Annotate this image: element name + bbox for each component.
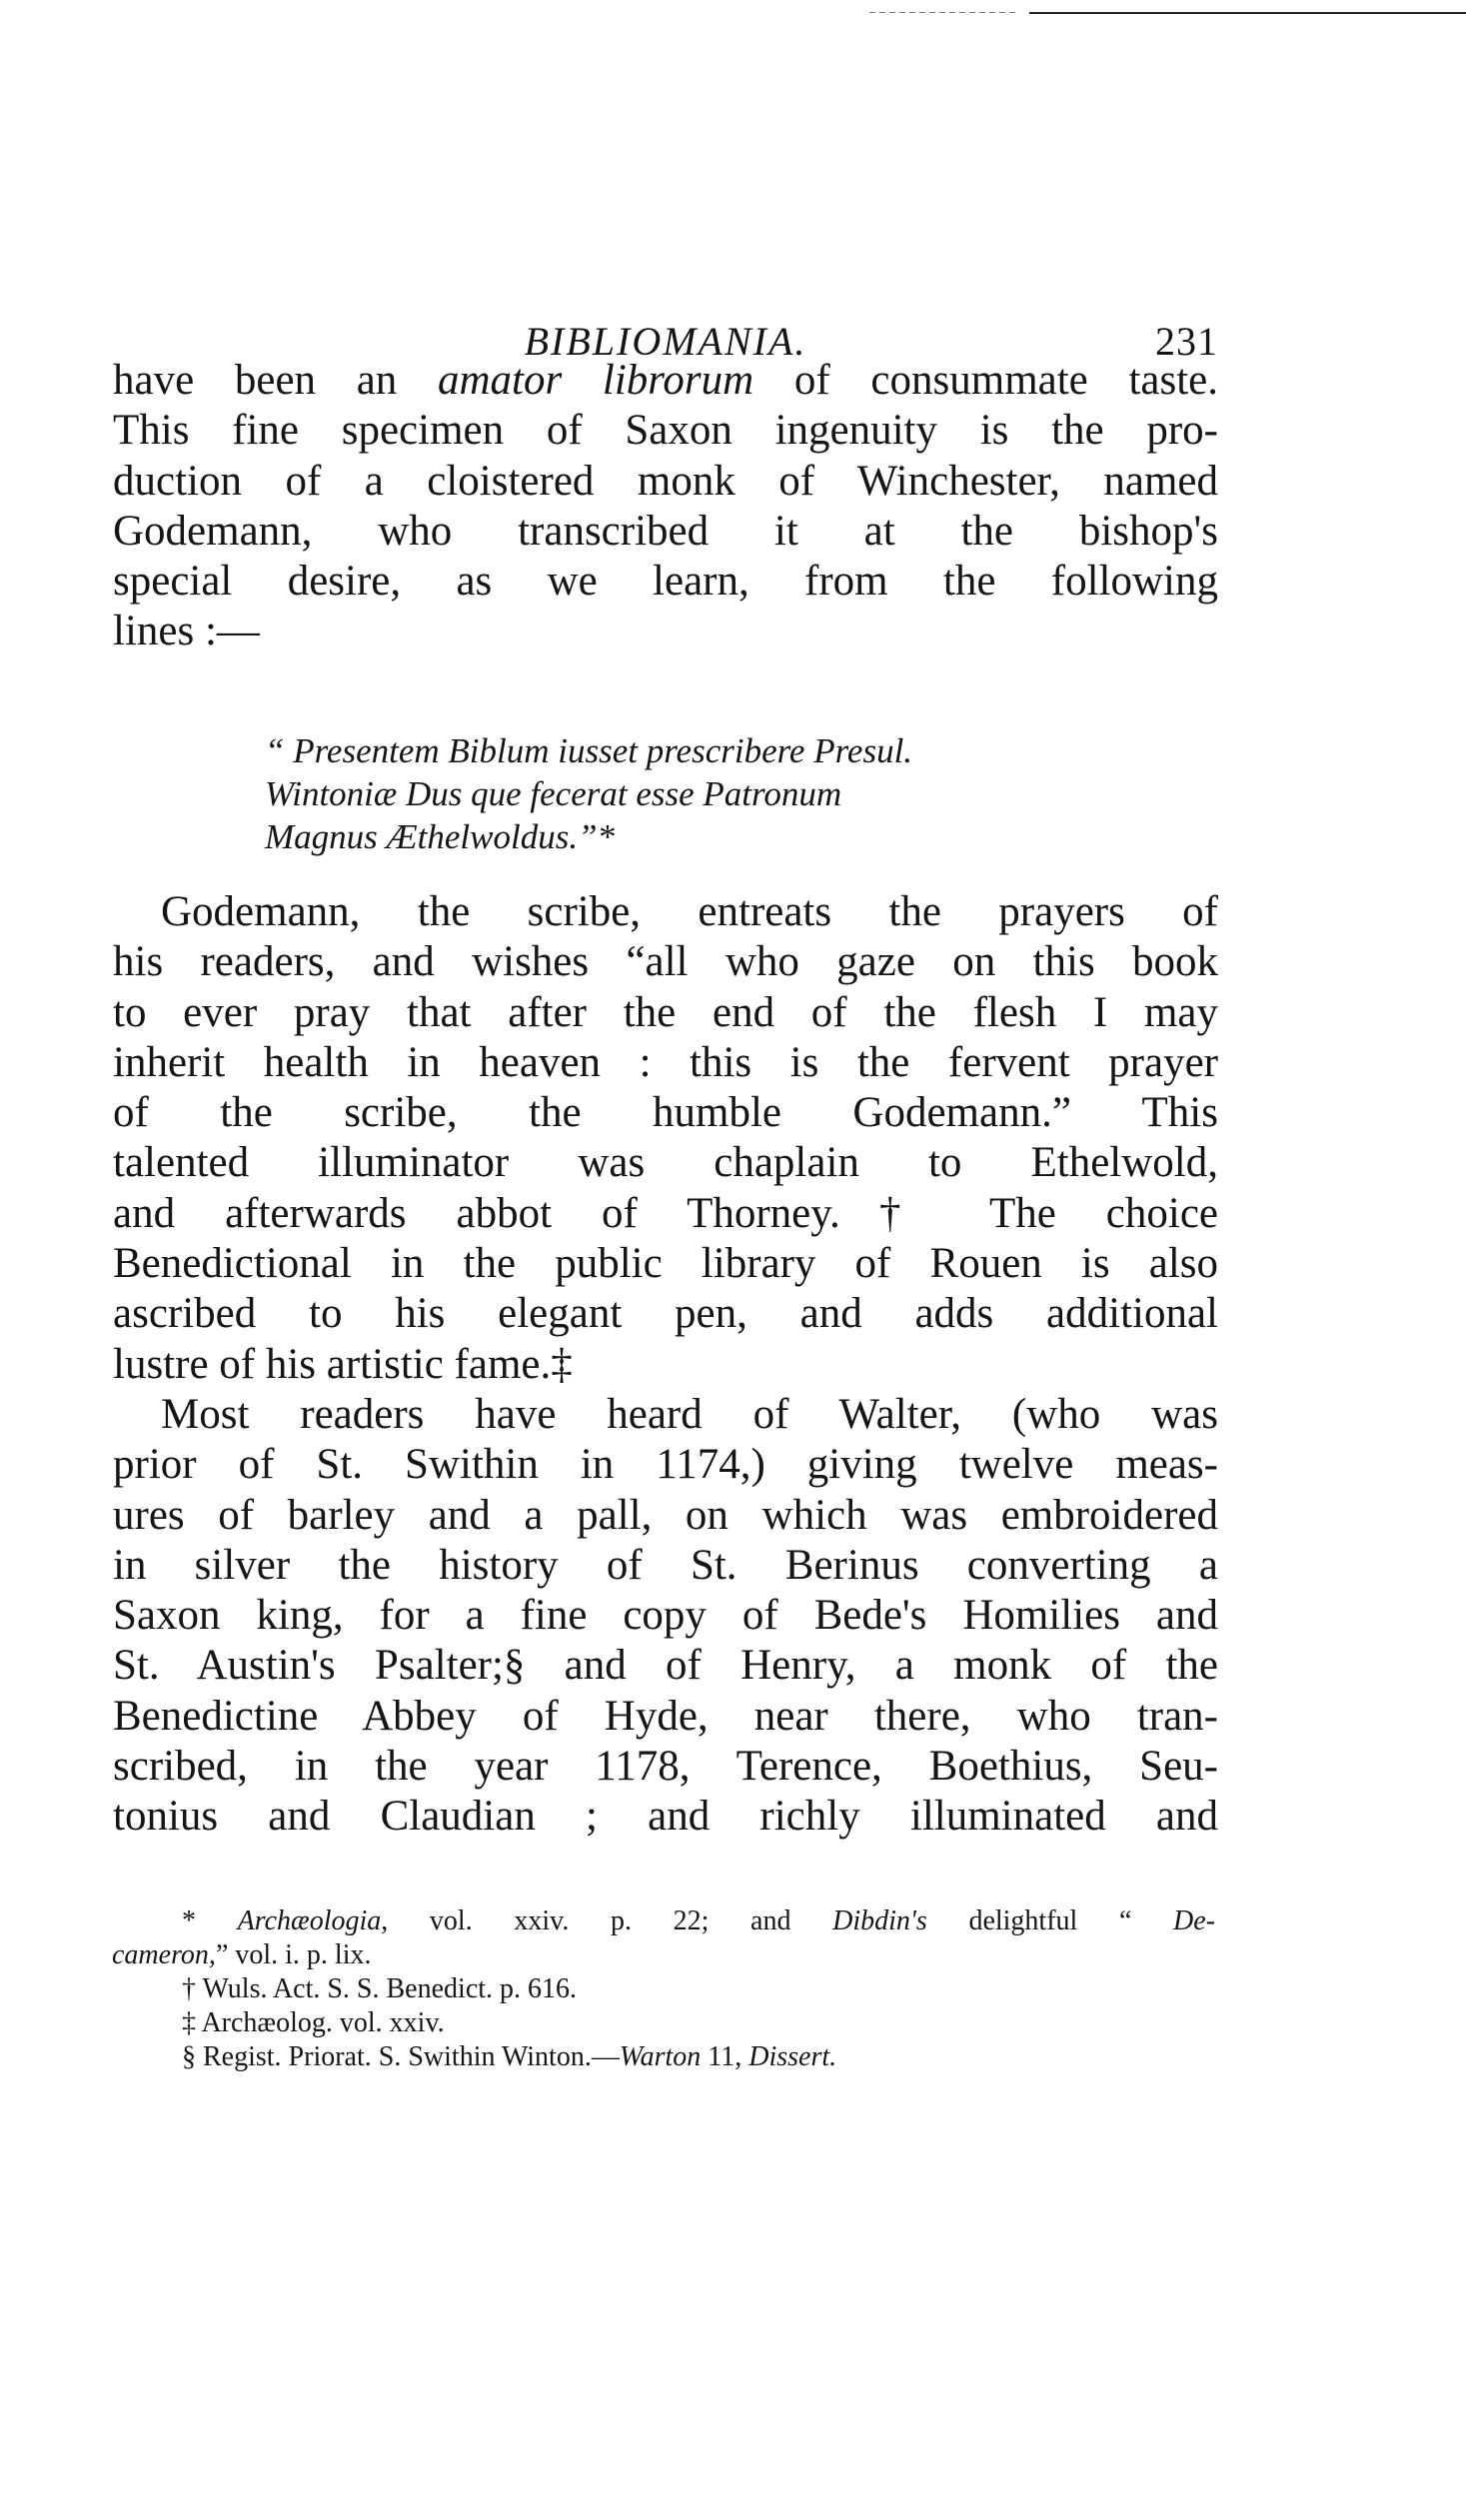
text-run: Godemann, the scribe, entreats the prayers of: [161, 888, 1218, 935]
text-line: [113, 1289, 1218, 1339]
text-line: [113, 1390, 1218, 1440]
italic-text: Archæologia: [237, 1905, 382, 1936]
italic-text: amator librorum: [437, 357, 754, 404]
text-run: ” vol. i. p. lix.: [215, 1939, 372, 1970]
italic-text: De-: [1173, 1905, 1216, 1936]
text-run: tonius and Claudian ; and richly illuminated and: [113, 1793, 1218, 1841]
text-run: Benedictional in the public library of Rouen is also: [113, 1240, 1218, 1288]
italic-text: cameron,: [112, 1939, 216, 1970]
quote-line: “ Presentem Biblum iusset prescribere Presul.: [265, 731, 913, 770]
text-run: ascribed to his elegant pen, and adds additional: [113, 1290, 1218, 1338]
text-run: Most readers have heard of Walter, (who was: [161, 1391, 1218, 1438]
text-line: [113, 1692, 1218, 1742]
text-line: [113, 356, 1218, 406]
italic-text: Dibdin's: [832, 1905, 927, 1936]
text-line: [112, 1938, 1215, 1972]
text-run: This fine specimen of Saxon ingenuity is the pro-: [113, 407, 1218, 455]
top-rule: [1029, 12, 1466, 14]
text-run: special desire, as we learn, from the following: [113, 558, 1218, 606]
italic-text: Warton: [619, 2041, 702, 2072]
text-run: and afterwards abbot of Thorney.† The choice: [113, 1189, 1218, 1237]
text-line: [113, 1038, 1218, 1088]
text-line: [112, 1972, 1215, 2006]
paragraph-2: [113, 887, 1218, 1390]
text-line: [113, 1088, 1218, 1138]
text-line: [113, 1239, 1218, 1289]
text-run: scribed, in the year 1178, Terence, Boethius, Seu-: [113, 1743, 1218, 1791]
text-run: *: [182, 1905, 238, 1936]
text-line: [112, 2006, 1215, 2040]
text-run: prior of St. Swithin in 1174,) giving twelve meas-: [113, 1441, 1218, 1489]
page-number: 231: [1155, 319, 1218, 364]
text-run: Saxon king, for a fine copy of Bede's Homilies and: [113, 1592, 1218, 1640]
text-run: ‡ Archæolog. vol. xxiv.: [182, 2007, 445, 2038]
text-line: [113, 457, 1218, 507]
text-line: [113, 1340, 1218, 1390]
paragraph-1: [113, 356, 1218, 657]
text-run: delightful “: [926, 1905, 1174, 1936]
quote-line: Magnus Æthelwoldus.”*: [265, 817, 616, 856]
text-run: have been an: [113, 357, 438, 404]
text-run: † Wuls. Act. S. S. Benedict. p. 616.: [182, 1973, 578, 2004]
text-run: ures of barley and a pall, on which was embroidered: [113, 1491, 1218, 1539]
italic-text: Dissert.: [748, 2041, 837, 2072]
text-line: [113, 1189, 1218, 1239]
text-run: § Regist. Priorat. S. Swithin Winton.—: [182, 2041, 620, 2072]
text-run: to ever pray that after the end of the flesh I may: [113, 988, 1218, 1036]
text-run: inherit health in heaven : this is the fervent prayer: [113, 1038, 1218, 1086]
text-line: [113, 557, 1218, 607]
text-run: duction of a cloistered monk of Winchester, named: [113, 457, 1218, 505]
text-line: [113, 1641, 1218, 1691]
text-line: [112, 2040, 1215, 2074]
text-run: Godemann, who transcribed it at the bishop's: [113, 507, 1218, 555]
top-rule-dashed: [869, 12, 1019, 13]
text-line: [113, 1591, 1218, 1641]
latin-quotation: [265, 729, 912, 858]
text-line: [113, 988, 1218, 1038]
text-line: [113, 406, 1218, 456]
paragraph-3: [113, 1390, 1218, 1843]
text-run: his readers, and wishes “all who gaze on this book: [113, 938, 1218, 986]
quote-line: Wintoniæ Dus que fecerat esse Patronum: [265, 774, 842, 813]
running-title: BIBLIOMANIA.: [524, 319, 807, 364]
text-line: [113, 1792, 1218, 1842]
text-run: Benedictine Abbey of Hyde, near there, who tran-: [113, 1692, 1218, 1740]
text-run: 11,: [701, 2041, 749, 2072]
text-line: [113, 1491, 1218, 1541]
text-run: , vol. xxiv. p. 22; and: [381, 1905, 833, 1936]
text-line: [113, 937, 1218, 987]
text-run: of the scribe, the humble Godemann.” This: [113, 1089, 1218, 1137]
text-line: [112, 1904, 1215, 1938]
text-run: in silver the history of St. Berinus converting a: [113, 1541, 1218, 1589]
text-run: talented illuminator was chaplain to Ethelwold,: [113, 1139, 1218, 1187]
text-line: [113, 1138, 1218, 1188]
text-line: [113, 1541, 1218, 1591]
text-run: lines :—: [113, 608, 260, 655]
text-line: [113, 1440, 1218, 1490]
text-run: lustre of his artistic fame.‡: [113, 1340, 573, 1388]
footnotes: [112, 1904, 1215, 2074]
text-line: [113, 507, 1218, 557]
text-line: [113, 1742, 1218, 1792]
text-run: St. Austin's Psalter;§ and of Henry, a monk of the: [113, 1642, 1218, 1690]
text-line: [113, 607, 1218, 656]
text-run: of consummate taste.: [753, 357, 1218, 404]
text-line: [113, 887, 1218, 937]
